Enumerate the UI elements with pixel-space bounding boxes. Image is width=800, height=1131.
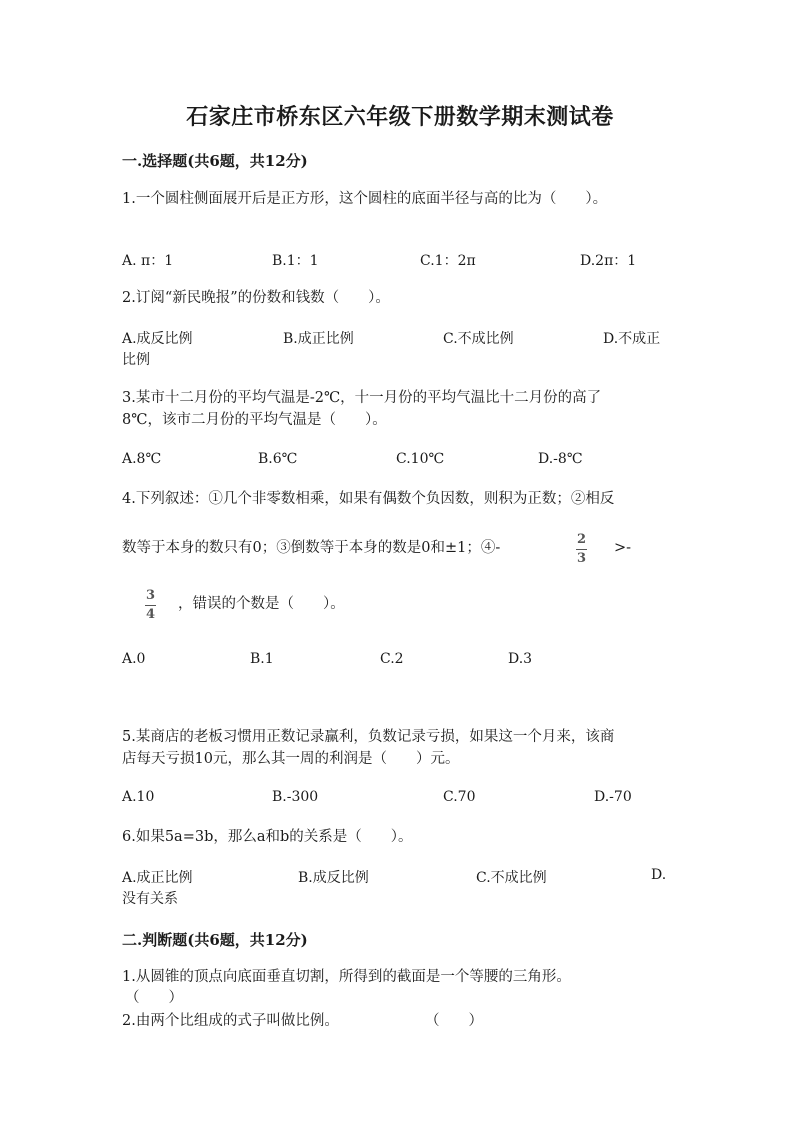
question-2-option-d-wrap: 比例 xyxy=(122,352,150,368)
question-5-option-c: C.70 xyxy=(443,789,476,805)
question-6-option-d: D. xyxy=(651,867,667,883)
judgement-2-text: 2.由两个比组成的式子叫做比例。 xyxy=(122,1013,339,1029)
question-3-option-d: D.-8℃ xyxy=(538,451,583,467)
fraction-numerator: 3 xyxy=(145,588,156,603)
question-6-option-d-wrap: 没有关系 xyxy=(122,891,178,907)
question-5-stem-line2: 店每天亏损10元，那么其一周的利润是（ ）元。 xyxy=(122,751,460,767)
question-4-option-d: D.3 xyxy=(508,651,533,667)
question-1-option-a: A. π：1 xyxy=(122,253,174,269)
question-2-stem: 2.订阅“新民晚报”的份数和钱数（ ）。 xyxy=(122,290,390,306)
question-1-stem: 1.一个圆柱侧面展开后是正方形，这个圆柱的底面半径与高的比为（ ）。 xyxy=(122,191,608,207)
question-4-option-a: A.0 xyxy=(122,651,146,667)
question-2-option-d: D.不成正 xyxy=(603,331,661,347)
question-4-stem-line3: ，错误的个数是（ ）。 xyxy=(178,596,345,612)
question-1-option-b: B.1：1 xyxy=(272,253,319,269)
section-heading-choice: 一.选择题(共6题，共12分) xyxy=(122,152,308,170)
judgement-1-text: 1.从圆锥的顶点向底面垂直切割，所得到的截面是一个等腰的三角形。 xyxy=(122,969,571,985)
question-6-option-c: C.不成比例 xyxy=(476,870,547,886)
question-3-option-c: C.10℃ xyxy=(396,451,445,467)
fraction-denominator: 4 xyxy=(145,607,156,622)
question-3-option-b: B.6℃ xyxy=(258,451,298,467)
question-3-stem-line1: 3.某市十二月份的平均气温是-2℃，十一月份的平均气温比十二月份的高了 xyxy=(122,390,602,406)
question-2-option-c: C.不成比例 xyxy=(443,331,514,347)
question-1-option-d: D.2π：1 xyxy=(580,253,637,269)
question-4-stem-line2: 数等于本身的数只有0；③倒数等于本身的数是0和±1；④- xyxy=(122,540,501,556)
judgement-1-paren: （ ） xyxy=(125,990,183,1006)
question-5-option-d: D.-70 xyxy=(594,789,632,805)
fraction-two-thirds xyxy=(576,533,587,566)
fraction-three-quarters xyxy=(145,589,156,622)
question-4-greater-than: >- xyxy=(614,540,632,556)
question-5-option-b: B.-300 xyxy=(272,789,319,805)
question-2-option-a: A.成反比例 xyxy=(122,331,193,347)
question-5-stem-line1: 5.某商店的老板习惯用正数记录赢利，负数记录亏损，如果这一个月来，该商 xyxy=(122,729,615,745)
question-4-option-c: C.2 xyxy=(380,651,404,667)
page-title: 石家庄市桥东区六年级下册数学期末测试卷 xyxy=(186,104,614,130)
fraction-bar xyxy=(145,605,156,606)
question-6-stem: 6.如果5a=3b，那么a和b的关系是（ ）。 xyxy=(122,829,413,845)
question-2-option-b: B.成正比例 xyxy=(283,331,354,347)
fraction-denominator: 3 xyxy=(576,551,587,566)
fraction-numerator: 2 xyxy=(576,532,587,547)
question-6-option-a: A.成正比例 xyxy=(122,870,193,886)
question-4-option-b: B.1 xyxy=(250,651,274,667)
judgement-2-paren: （ ） xyxy=(425,1013,483,1029)
question-1-option-c: C.1：2π xyxy=(420,253,476,269)
question-6-option-b: B.成反比例 xyxy=(298,870,369,886)
question-5-option-a: A.10 xyxy=(122,789,155,805)
question-3-option-a: A.8℃ xyxy=(122,451,162,467)
question-4-stem-line1: 4.下列叙述：①几个非零数相乘，如果有偶数个负因数，则积为正数；②相反 xyxy=(122,491,615,507)
question-3-stem-line2: 8℃，该市二月份的平均气温是（ ）。 xyxy=(122,412,387,428)
fraction-bar xyxy=(576,549,587,550)
section-heading-judgement: 二.判断题(共6题，共12分) xyxy=(122,931,308,949)
